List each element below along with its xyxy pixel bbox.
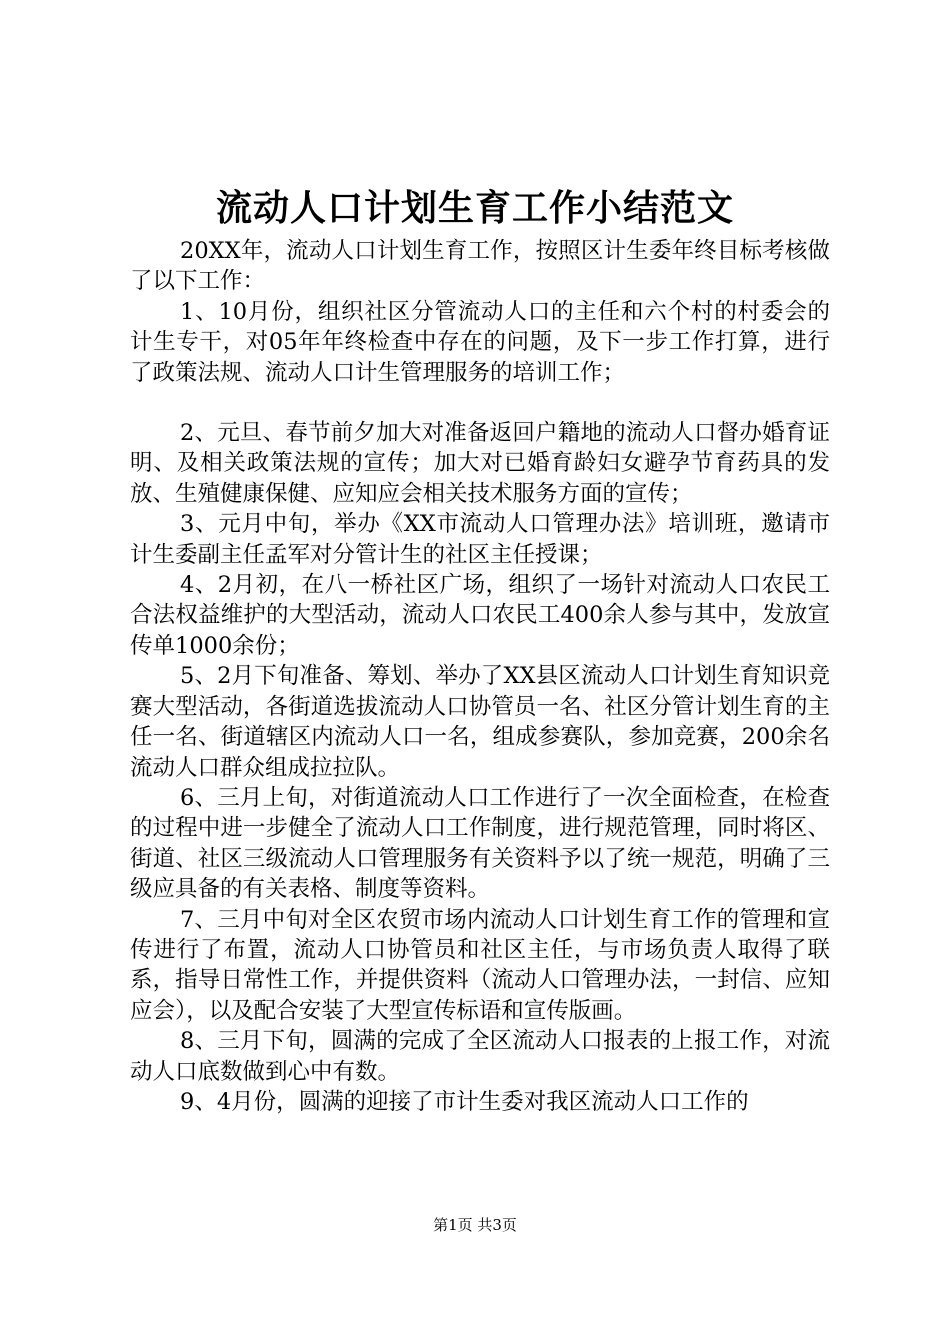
paragraph-item-8: 8、三月下旬，圆满的完成了全区流动人口报表的上报工作，对流动人口底数做到心中有数。 [130,1028,830,1085]
paragraph-item-6: 6、三月上旬，对街道流动人口工作进行了一次全面检查，在检查的过程中进一步健全了流动人口工作制度，进行规范管理，同时将区、街道、社区三级流动人口管理服务有关资料予以了统一规范，明确了三级应具备的有关表格、制度等资料。 [130,784,830,903]
paragraph-item-1: 1、10月份，组织社区分管流动人口的主任和六个村的村委会的计生专干，对05年年终检查中存在的问题，及下一步工作打算，进行了政策法规、流动人口计生管理服务的培训工作； [130,298,830,386]
paragraph-intro: 20XX年，流动人口计划生育工作，按照区计生委年终目标考核做了以下工作： [130,238,830,295]
paragraph-item-3: 3、元月中旬，举办《XX市流动人口管理办法》培训班，邀请市计生委副主任孟军对分管计生的社区主任授课； [130,511,830,568]
document-title: 流动人口计划生育工作小结范文 [215,187,734,229]
paragraph-item-7: 7、三月中旬对全区农贸市场内流动人口计划生育工作的管理和宣传进行了布置，流动人口协管员和社区主任，与市场负责人取得了联系，指导日常性工作，并提供资料（流动人口管理办法，一封信、应知应会），以及配合安装了大型宣传标语和宣传版画。 [130,906,830,1024]
paragraph-item-9: 9、4月份，圆满的迎接了市计生委对我区流动人口工作的 [180,1088,749,1115]
document-body [130,236,830,1117]
paragraph-item-5: 5、2月下旬准备、筹划、举办了XX县区流动人口计划生育知识竞赛大型活动，各街道选拔流动人口协管员一名、社区分管计划生育的主任一名、街道辖区内流动人口一名，组成参赛队，参加竞赛，200余名流动人口群众组成拉拉队。 [130,663,830,781]
paragraph-item-2: 2、元旦、春节前夕加大对准备返回户籍地的流动人口督办婚育证明、及相关政策法规的宣传；加大对已婚育龄妇女避孕节育药具的发放、生殖健康保健、应知应会相关技术服务方面的宣传； [130,420,830,507]
paragraph-item-4: 4、2月初，在八一桥社区广场，组织了一场针对流动人口农民工合法权益维护的大型活动，流动人口农民工400余人参与其中，发放宣传单1000余份； [130,572,830,659]
page-number-footer: 第1页 共3页 [433,1216,517,1234]
